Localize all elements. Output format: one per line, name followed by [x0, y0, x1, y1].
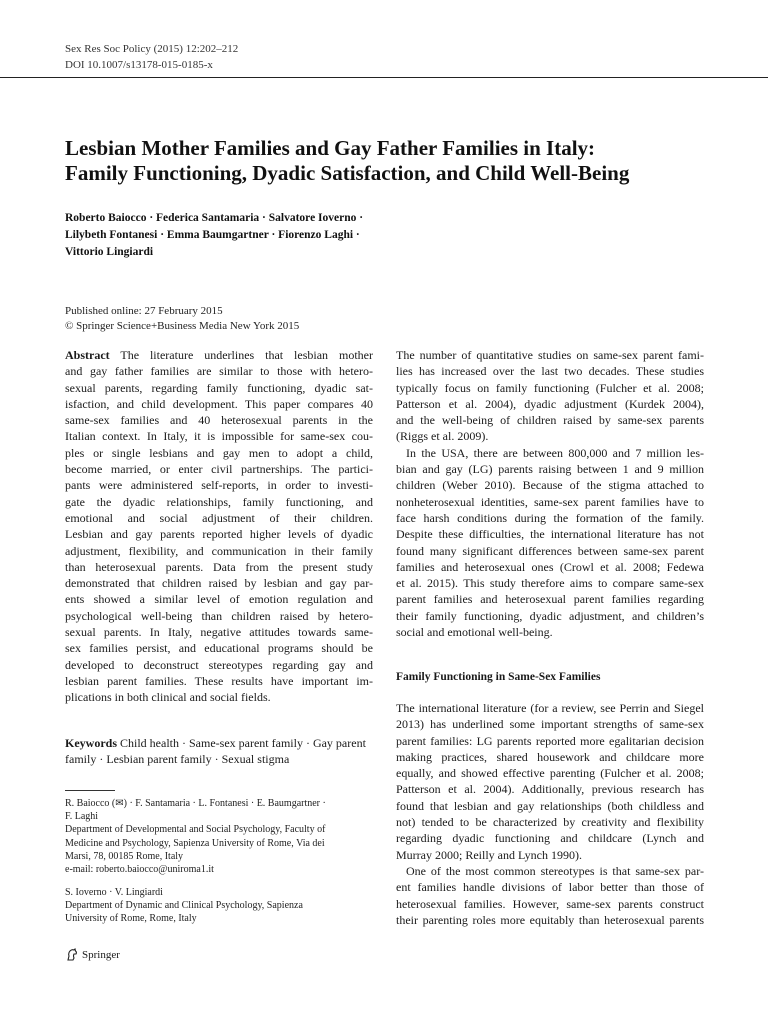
abstract-line: ples or single lesbians and gay men to adopt a child, [65, 445, 373, 460]
affiliation-line: S. Ioverno · V. Lingiardi [65, 887, 163, 898]
section-line: equally, and showed effective parenting (Fulcher et al. 2008; [396, 766, 704, 781]
section-line: regarding dyadic functioning and childcare (Lynch and [396, 831, 704, 846]
author-list [65, 210, 363, 261]
abstract [65, 347, 373, 706]
keywords-line: Child health · Same-sex parent family · Gay parent [120, 736, 366, 750]
intro-line: The number of quantitative studies on same-sex parent fami- [396, 348, 704, 362]
abstract-line: gate the dyadic relationships, family functioning, and [65, 494, 373, 509]
copyright: © Springer Science+Business Media New York 2015 [65, 319, 300, 332]
abstract-line: The literature underlines that lesbian mother [120, 348, 373, 362]
intro-line: Despite these difficulties, the international literature has not [396, 527, 704, 542]
section-line: Murray 2000; Reilly and Lynch 1990). [396, 847, 582, 862]
abstract-line: sexual parents. In Italy, negative attitudes towards same- [65, 625, 373, 640]
abstract-line: and gay father families are similar to those with hetero- [65, 364, 373, 379]
abstract-line: adjustment, flexibility, and communication in their family [65, 543, 373, 558]
keywords-line: family · Lesbian parent family · Sexual stigma [65, 752, 290, 767]
footnote-rule [65, 790, 115, 791]
publication-info [65, 304, 299, 333]
affiliation-email[interactable]: e-mail: roberto.baiocco@uniroma1.it [65, 864, 214, 876]
author-line: Lilybeth Fontanesi · Emma Baumgartner · Fiorenzo Laghi · [65, 229, 360, 241]
abstract-line: developed to deconstruct stereotypes regarding gay and [65, 657, 373, 672]
abstract-line: plications in both clinical and social fields. [65, 690, 271, 705]
section-line: Patterson et al. 2004). Additionally, previous research has [396, 782, 704, 797]
intro-line: social and emotional well-being. [396, 625, 553, 640]
section-body [396, 700, 704, 928]
affiliation-line: Medicine and Psychology, Sapienza University of Rome, Via dei [65, 837, 325, 849]
keywords [65, 735, 373, 768]
abstract-line: emotional and social adjustment of their children. [65, 510, 373, 525]
section-line: heterosexual families. However, same-sex parents construct [396, 896, 704, 911]
affiliation-line: Marsi, 78, 00185 Rome, Italy [65, 850, 184, 862]
affiliation-block [65, 886, 375, 926]
intro-line: lies has increased over the last two decades. These studies [396, 364, 704, 379]
section-line: not) tended to be characterized by creativity and flexibility [396, 815, 704, 830]
abstract-line: than heterosexual parents. Data from the present study [65, 559, 373, 574]
abstract-line: isfaction, and child development. This paper compares 40 [65, 396, 373, 411]
introduction [396, 347, 704, 640]
intro-line: In the USA, there are between 800,000 and 7 million les- [406, 445, 704, 460]
affiliation-line: University of Rome, Rome, Italy [65, 913, 197, 925]
doi[interactable]: DOI 10.1007/s13178-015-0185-x [65, 58, 213, 71]
section-line: making practices, shared housework and childcare more [396, 749, 704, 764]
abstract-line: sex families persist, and educational programs should be [65, 641, 373, 656]
author-line: Vittorio Lingiardi [65, 246, 154, 258]
title-line: Lesbian Mother Families and Gay Father Families in Italy: [65, 136, 596, 160]
abstract-line: same-sex families and 40 heterosexual parents in the [65, 413, 373, 428]
intro-line: bian and gay (LG) parents raising between 1 and 9 million [396, 462, 704, 477]
abstract-line: lesbian parent families. These results have important im- [65, 673, 373, 688]
section-heading: Family Functioning in Same-Sex Families [396, 671, 601, 683]
author-line: Roberto Baiocco · Federica Santamaria · Salvatore Ioverno · [65, 212, 364, 224]
abstract-label: Abstract [65, 348, 110, 362]
intro-line: et al. 2015). This study therefore aims to compare same-sex [396, 576, 704, 591]
section-line: The international literature (for a review, see Perrin and Siegel [396, 701, 704, 715]
section-line: parent families: LG parents reported more egalitarian decision [396, 733, 704, 748]
intro-line: families and heterosexual ones (Crowl et al. 2008; Fedewa [396, 559, 704, 574]
intro-line: nonheterosexual identities, same-sex parent families have to [396, 494, 704, 509]
affiliation-line: Department of Dynamic and Clinical Psychology, Sapienza [65, 900, 303, 912]
section-line: their parenting roles more equitably than heterosexual parents [396, 912, 704, 927]
affiliation-block [65, 797, 375, 876]
intro-line: (Riggs et al. 2009). [396, 429, 489, 444]
abstract-line: become married, or enter civil partnerships. The partici- [65, 462, 373, 477]
journal-header [65, 42, 238, 73]
header-rule [0, 77, 768, 78]
intro-line: and the well-being of children raised by same-sex parents [396, 413, 704, 428]
journal-citation: Sex Res Soc Policy (2015) 12:202–212 [65, 43, 239, 55]
intro-line: face harsh conditions during the formation of the family. [396, 510, 704, 525]
title-line: Family Functioning, Dyadic Satisfaction, and Child Well-Being [65, 161, 630, 185]
affiliation-line: R. Baiocco (✉) · F. Santamaria · L. Fontanesi · E. Baumgartner · [65, 798, 326, 809]
springer-horse-icon [65, 948, 79, 962]
publisher-logo [65, 948, 120, 962]
intro-line: children (Weber 2010). Because of the stigma attached to [396, 478, 704, 493]
intro-line: parent families and heterosexual parent families regarding [396, 592, 704, 607]
abstract-line: demonstrated that children raised by lesbian and gay par- [65, 576, 373, 591]
abstract-line: ents showed a similar level of emotion regulation and [65, 592, 373, 607]
abstract-line: Italian context. In Italy, it is impossible for same-sex cou- [65, 429, 373, 444]
intro-line: Patterson et al. 2004), dyadic adjustment (Kurdek 2004), [396, 396, 704, 411]
intro-line: their family functioning, dyadic adjustment, and children’s [396, 608, 704, 623]
section-line: One of the most common stereotypes is that same-sex par- [406, 863, 704, 878]
published-date: Published online: 27 February 2015 [65, 305, 223, 317]
section-line: found that lesbian and gay relationships (both childless and [396, 798, 704, 813]
abstract-line: Lesbian and gay parents reported higher levels of dyadic [65, 527, 373, 542]
article-title [65, 136, 725, 186]
section-line: 2013) has underlined some important strengths of same-sex [396, 717, 704, 732]
abstract-line: pants were administered self-reports, in order to investi- [65, 478, 373, 493]
intro-line: found many significant differences between same-sex parent [396, 543, 704, 558]
abstract-line: psychological well-being than children raised by hetero- [65, 608, 373, 623]
publisher-name: Springer [82, 949, 120, 961]
affiliation-line: Department of Developmental and Social Psychology, Faculty of [65, 824, 326, 836]
intro-line: typically focus on family functioning (Fulcher et al. 2008; [396, 380, 704, 395]
affiliation-line: F. Laghi [65, 811, 99, 823]
section-line: ent families handle divisions of labor better than those of [396, 880, 704, 895]
abstract-line: sexual parents, regarding family functioning, dyadic sat- [65, 380, 373, 395]
keywords-label: Keywords [65, 736, 117, 750]
